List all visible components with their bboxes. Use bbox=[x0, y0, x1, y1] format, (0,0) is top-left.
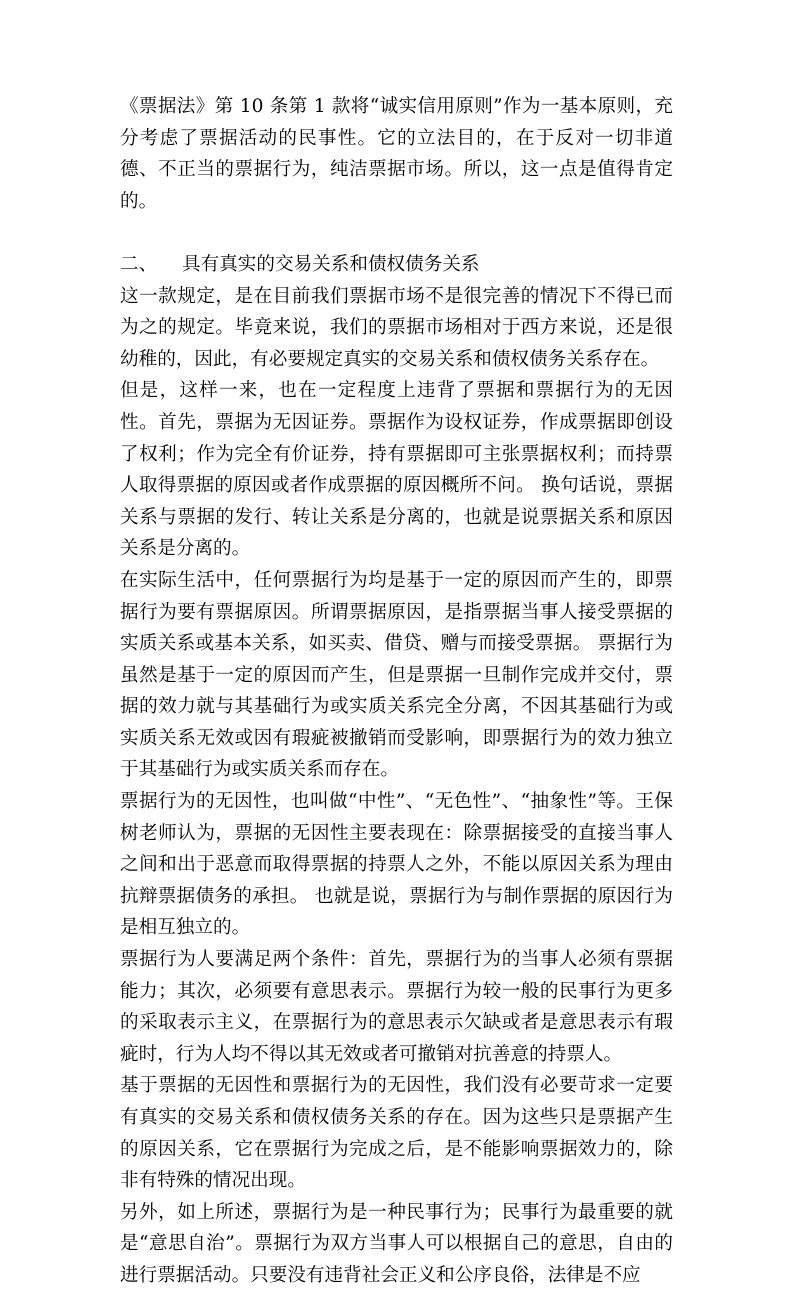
section-title: 具有真实的交易关系和债权债务关系 bbox=[182, 253, 480, 275]
paragraph-party-autonomy: 另外，如上所述，票据行为是一种民事行为；民事行为最重要的就是“意思自治”。票据行为双方当事人可以根据自己的意思，自由的进行票据活动。只要没有违背社会正义和公序良俗，法律是不应 bbox=[120, 1201, 673, 1286]
paragraph-market-context: 这一款规定，是在目前我们票据市场不是很完善的情况下不得已而为之的规定。毕竟来说，我们的票据市场相对于西方来说，还是很幼稚的，因此，有必要规定真实的交易关系和债权债务关系存在。 bbox=[120, 285, 673, 370]
paragraph-two-conditions: 票据行为人要满足两个条件：首先，票据行为的当事人必须有票据能力；其次，必须要有意思表示。票据行为较一般的民事行为更多的采取表示主义，在票据行为的意思表示欠缺或者是意思表示有瑕疵时，行为人均不得以其无效或者可撤销对抗善意的持票人。 bbox=[120, 949, 673, 1065]
paragraph-bill-cause: 在实际生活中，任何票据行为均是基于一定的原因而产生的，即票据行为要有票据原因。所谓票据原因，是指票据当事人接受票据的实质关系或基本关系，如买卖、借贷、赠与而接受票据。 票据行为虽然是基于一定的原因而产生，但是票据一旦制作完成并交付，票据的效力就与其基础行为或实质关系完全分离，不因其基础行为或实质关系无效或因有瑕疵被撤销而受影响，即票据行为的效力独立于其基础行为或实质关系而存在。 bbox=[120, 569, 673, 781]
paragraph-no-need-real-transaction: 基于票据的无因性和票据行为的无因性，我们没有必要苛求一定要有真实的交易关系和债权债务关系的存在。因为这些只是票据产生的原因关系，它在票据行为完成之后，是不能影响票据效力的，除非有特殊的情况出现。 bbox=[120, 1075, 673, 1192]
paragraph-good-faith-principle: 《票据法》第 10 条第 1 款将“诚实信用原则”作为一基本原则，充分考虑了票据活动的民事性。它的立法目的，在于反对一切非道德、不正当的票据行为，纯洁票据市场。所以，这一点是值得肯定的。 bbox=[120, 96, 673, 212]
section-heading bbox=[120, 249, 673, 281]
paragraph-abstractness-definition: 票据行为的无因性，也叫做“中性”、“无色性”、“抽象性”等。王保树老师认为，票据的无因性主要表现在：除票据接受的直接当事人之间和出于恶意而取得票据的持票人之外，不能以原因关系为理由抗辩票据债务的承担。 也就是说，票据行为与制作票据的原因行为是相互独立的。 bbox=[120, 791, 673, 939]
blank-line bbox=[120, 217, 673, 249]
paragraph-abstractness-conflict: 但是，这样一来，也在一定程度上违背了票据和票据行为的无因性。首先，票据为无因证券。票据作为设权证券，作成票据即创设了权利；作为完全有价证券，持有票据即可主张票据权利；而持票人取得票据的原因或者作成票据的原因概所不问。 换句话说，票据关系与票据的发行、转让关系是分离的，也就是说票据关系和原因关系是分离的。 bbox=[120, 380, 673, 560]
section-number: 二、 bbox=[120, 253, 158, 275]
document-body bbox=[120, 91, 673, 1292]
